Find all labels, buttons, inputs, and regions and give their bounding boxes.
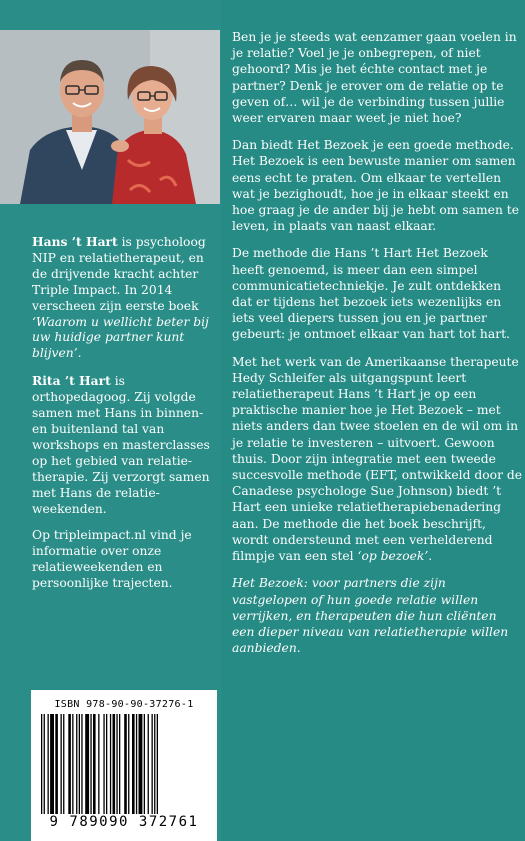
back-cover-text xyxy=(232,29,522,667)
barcode-bar xyxy=(41,714,42,814)
hans-bio-end: . xyxy=(77,346,82,361)
barcode-bar xyxy=(124,714,127,814)
hans-name: Hans ’t Hart xyxy=(32,234,118,249)
barcode-bar xyxy=(157,714,158,814)
website-info: Op tripleimpact.nl vind je informatie over onze relatieweekenden en persoonlijke trajecten. xyxy=(32,528,192,591)
hans-book-title: ‘Waarom u wellicht beter bij uw huidige partner kunt blijven’ xyxy=(32,314,209,361)
barcode-bar xyxy=(132,714,135,814)
barcode-bar xyxy=(79,714,80,814)
paragraph-background-end: . xyxy=(428,549,433,564)
paragraph-description: De methode die Hans ’t Hart Het Bezoek heeft genoemd, is meer dan een simpel communicatietechniekje. Je zult ontdekken dat er tijdens het bezoek iets wezenlijks en iets veel diepers tussen jou en je partner gebeurt: je ontmoet elkaar van hart tot hart. xyxy=(232,246,510,342)
barcode-bar xyxy=(63,714,64,814)
hans-bio xyxy=(32,234,218,362)
paragraph-background-text: Met het werk van de Amerikaanse therapeute Hedy Schleifer als uitgangspunt leert relatietherapeut Hans ’t Hart je op een praktische manier hoe je Het Bezoek – met niets anders dan twee stoelen en de wil om in je relatie te investeren – uitvoert. Gewoon thuis. Door zijn integratie met een tweede succesvolle methode (EFT, ontwikkeld door de Canadese psychologe Sue Johnson) biedt ’t Hart een unieke relatietherapiebenadering aan. De methode die het boek beschrijft, wordt ondersteund met een verhelderend filmpje van een stel xyxy=(232,354,523,564)
barcode-bar xyxy=(68,714,71,814)
rita-bio xyxy=(32,373,218,517)
authors-photo xyxy=(0,30,220,204)
barcode-bar xyxy=(136,714,137,814)
barcode-bar xyxy=(128,714,129,814)
ean-digits: 9 789090 372761 xyxy=(49,814,199,830)
barcode-bar xyxy=(144,714,145,814)
author-bio xyxy=(32,234,218,603)
hans-bio-text: is psycholoog NIP en relatietherapeut, en de drijvende kracht achter Triple Impact. In 2014 verscheen zijn eerste boek xyxy=(32,235,206,313)
barcode-bar xyxy=(103,714,104,814)
paragraph-intro: Ben je je steeds wat eenzamer gaan voelen in je relatie? Voel je je onbegrepen, of niet gehoord? Mis je het échte contact met je partner? Denk je erover om de relatie op te geven of… wil je de verbinding tussen jullie weer ervaren maar weet je niet hoe? xyxy=(232,30,517,126)
barcode-bar xyxy=(72,714,73,814)
barcode-bar xyxy=(110,714,111,814)
barcode-bar xyxy=(44,714,45,814)
rita-bio-text: is orthopedagoog. Zij volgde samen met Hans in binnen- en buitenland tal van workshops en masterclasses op het gebied van relatietherapie. Zij verzorgt samen met Hans de relatieweekenden. xyxy=(32,374,210,516)
barcode-bar xyxy=(93,714,96,814)
barcode-bar xyxy=(61,714,62,814)
rita-name: Rita ’t Hart xyxy=(32,373,111,389)
barcode-bar xyxy=(48,714,49,814)
barcode-bar xyxy=(90,714,91,814)
paragraph-method: Dan biedt Het Bezoek je een goede methode. Het Bezoek is een bewuste manier om samen eens echt te praten. Om elkaar te vertellen wat je bezighoudt, hoe je in elkaar steekt en hoe graag je de ander bij je hebt om samen te leven, in plaats van naast elkaar. xyxy=(232,138,519,234)
barcode-bar xyxy=(113,714,116,814)
barcode-bar xyxy=(148,714,149,814)
barcode-bar xyxy=(81,714,82,814)
barcode-bar xyxy=(85,714,89,814)
barcode-bar xyxy=(76,714,77,814)
barcode-bar xyxy=(154,714,155,814)
barcode-bar xyxy=(98,714,99,814)
tagline-italic: Het Bezoek: voor partners die zijn vastgelopen of hun goede relatie willen verrijken, en therapeuten die hun cliënten een dieper niveau van relatietherapie willen aanbieden. xyxy=(232,576,509,656)
isbn-label: ISBN 978-90-90-37276-1 xyxy=(54,699,194,710)
barcode-bar xyxy=(50,714,54,814)
paragraph-tagline xyxy=(232,575,522,656)
paragraph-background xyxy=(232,354,522,565)
barcode-bars xyxy=(41,714,207,814)
barcode-bar xyxy=(55,714,58,814)
barcode-bar xyxy=(139,714,143,814)
barcode-bar xyxy=(152,714,153,814)
barcode-bar xyxy=(106,714,107,814)
barcode-bar xyxy=(116,714,117,814)
barcode-box xyxy=(31,690,217,841)
op-bezoek-emphasis: ‘op bezoek’ xyxy=(357,549,429,564)
barcode-bar xyxy=(119,714,120,814)
